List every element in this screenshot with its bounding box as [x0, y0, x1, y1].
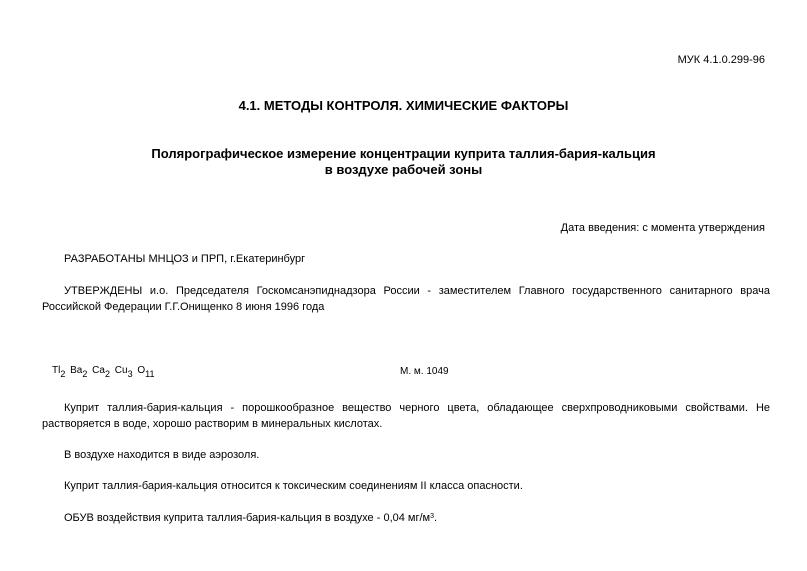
paragraph-developed: [42, 251, 770, 267]
chemical-formula: [52, 364, 156, 378]
document-code: МУК 4.1.0.299-96: [677, 54, 765, 66]
exposure-limit-end: .: [434, 512, 438, 524]
paragraph-description: [42, 400, 770, 432]
element-index: 11: [145, 369, 155, 379]
element-symbol: Ca: [92, 365, 105, 376]
element-symbol: Ba: [70, 365, 83, 376]
unit-superscript: 3: [430, 513, 435, 520]
element-index: 3: [127, 369, 133, 379]
molar-mass: М. м. 1049: [400, 366, 449, 377]
document-title-line-2: в воздухе рабочей зоны: [324, 162, 483, 177]
paragraph-approved: [42, 283, 770, 315]
paragraph-exposure-limit: [42, 509, 770, 526]
element-index: 2: [104, 369, 110, 379]
element-symbol: O: [137, 365, 146, 376]
document-title: [0, 146, 807, 178]
element-index: 2: [60, 369, 66, 379]
introduction-date: Дата введения: с момента утверждения: [560, 222, 765, 234]
paragraph-developed-text: РАЗРАБОТАНЫ МНЦОЗ и ПРП, г.Екатеринбург: [64, 253, 306, 265]
formula-element: [115, 364, 135, 378]
element-index: 2: [82, 369, 88, 379]
paragraph-toxicity: [42, 478, 770, 494]
formula-element: [92, 364, 112, 378]
paragraph-approved-text: УТВЕРЖДЕНЫ и.о. Председателя Госкомсанэпиднадзора России - заместителем Главного государственного санитарного врача Российской Федерации Г.Г.Онищенко 8 июня 1996 года: [42, 285, 770, 313]
exposure-limit-text: ОБУВ воздействия куприта таллия-бария-кальция в воздухе - 0,04 мг/м: [64, 512, 431, 524]
formula-element: [137, 364, 156, 378]
element-symbol: Cu: [114, 365, 128, 376]
paragraph-toxicity-text: Куприт таллия-бария-кальция относится к токсическим соединениям II класса опасности.: [64, 480, 523, 492]
formula-element: [70, 364, 89, 378]
section-title: 4.1. МЕТОДЫ КОНТРОЛЯ. ХИМИЧЕСКИЕ ФАКТОРЫ: [238, 98, 569, 113]
element-symbol: Tl: [52, 365, 61, 376]
document-title-line-1: Полярографическое измерение концентрации куприта таллия-бария-кальция: [151, 146, 656, 161]
formula-element: [52, 364, 67, 378]
paragraph-aerosol: [42, 447, 770, 463]
paragraph-description-text: Куприт таллия-бария-кальция - порошкообразное вещество черного цвета, обладающее сверхпроводниковыми свойствами. Не растворяется в воде, хорошо растворим в минеральных кислотах.: [42, 402, 770, 430]
paragraph-aerosol-text: В воздухе находится в виде аэрозоля.: [64, 449, 260, 461]
